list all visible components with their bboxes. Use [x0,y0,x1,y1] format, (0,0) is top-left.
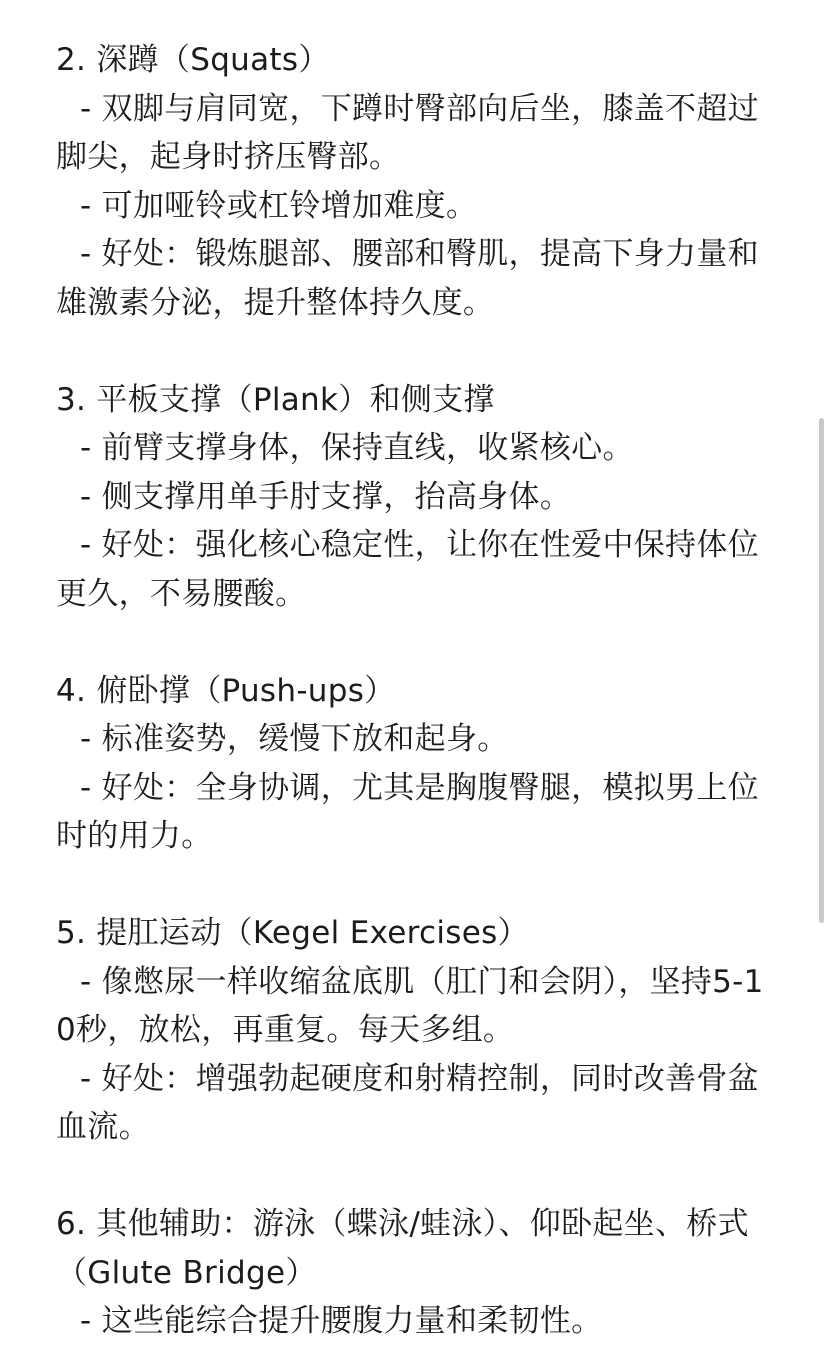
section-title: 3. 平板支撑（Plank）和侧支撑 [56,381,495,418]
section-plank [56,376,768,619]
section-title: 5. 提肛运动（Kegel Exercises） [56,915,529,951]
section-squats [56,36,768,327]
vertical-scrollbar[interactable] [819,418,824,923]
section-pushups [56,667,768,861]
section-title: 6. 其他辅助：游泳（蝶泳/蛙泳）、仰卧起坐、桥式（Glute Bridge） [56,1206,749,1291]
section-title: 2. 深蹲（Squats） [56,42,330,78]
section-kegel [56,909,768,1152]
bullet-item: - 前臂支撑身体，保持直线，收紧核心。 [80,430,634,466]
bullet-item: - 可加哑铃或杠铃增加难度。 [80,187,478,224]
section-title: 4. 俯卧撑（Push-ups） [56,672,396,709]
bullet-item: - 标准姿势，缓慢下放和起身。 [80,721,509,757]
bullet-item: - 好处：强化核心稳定性，让你在性爱中保持体位更久，不易腰酸。 [56,527,759,612]
bullet-item: - 好处：增强勃起硬度和射精控制，同时改善骨盆血流。 [56,1060,759,1145]
note-content [56,36,768,1346]
bullet-item: - 好处：锻炼腿部、腰部和臀肌，提高下身力量和雄激素分泌，提升整体持久度。 [56,236,759,321]
bullet-item: - 侧支撑用单手肘支撑，抬高身体。 [80,478,572,515]
section-other [56,1200,768,1346]
bullet-item: - 双脚与肩同宽，下蹲时臀部向后坐，膝盖不超过脚尖，起身时挤压臀部。 [56,90,759,175]
bullet-item: - 这些能综合提升腰腹力量和柔韧性。 [80,1303,603,1339]
bullet-item: - 像憋尿一样收缩盆底肌（肛门和会阴），坚持5-10秒，放松，再重复。每天多组。 [56,963,764,1048]
bullet-item: - 好处：全身协调，尤其是胸腹臀腿，模拟男上位时的用力。 [56,769,759,854]
